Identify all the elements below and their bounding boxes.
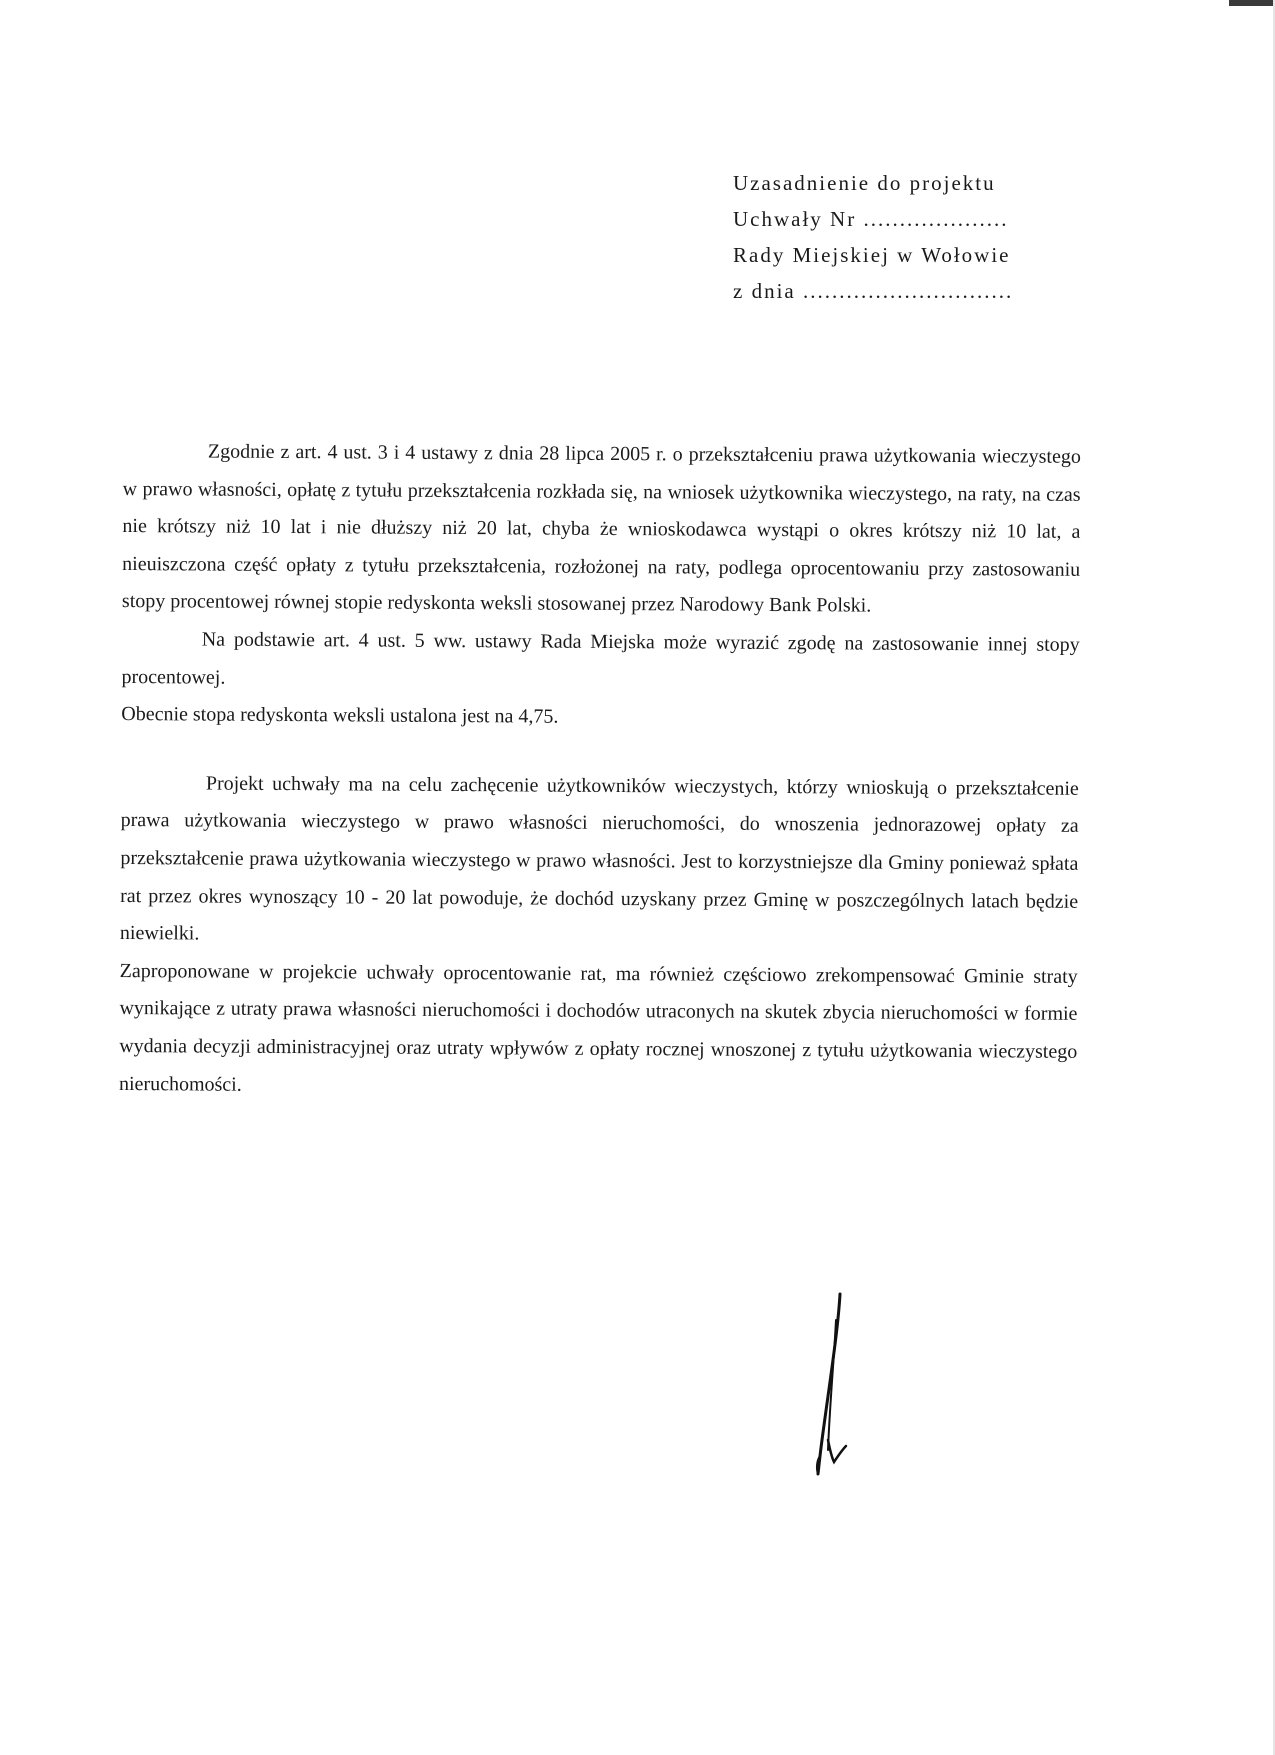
header-date: z dnia ............................. [733,279,1014,303]
scan-edge-mark [1229,0,1273,6]
paragraph-compensation: Zaproponowane w projekcie uchwały oprocentowanie rat, ma również częściowo zrekompensować Gminie straty wynikające z utraty prawa własności nieruchomości i dochodów utraconych na skutek zbycia nieruchomości w formie wydania decyzji administracyjnej oraz utraty wpływów z opłaty rocznej wnoszonej z tytułu użytkowania wieczystego nieruchomości. [118,959,1078,1096]
paragraph-purpose: Projekt uchwały ma na celu zachęcenie użytkowników wieczystych, którzy wnioskują o przekształcenie prawa użytkowania wieczystego w prawo własności nieruchomości, do wnoszenia jednorazowej opłaty za przekształcenie prawa użytkowania wieczystego w prawo własności. Jest to korzystniejsze dla Gminy ponieważ spłata rat przez okres wynoszący 10 - 20 lat powoduje, że dochód uzyskany przez Gminę w poszczególnych latach będzie niewielki. [119,772,1079,945]
paragraph-legal-basis: Zgodnie z art. 4 ust. 3 i 4 ustawy z dnia 28 lipca 2005 r. o przekształceniu prawa użytkowania wieczystego w prawo własności, opłatę z tytułu przekształcenia rozkłada się, na wniosek użytkownika wieczystego, na raty, na czas nie krótszy niż 10 lat i nie dłuższy niż 20 lat, chyba że wnioskodawca wystąpi o okres krótszy niż 10 lat, a nieuiszczona część opłaty z tytułu przekształcenia, rozłożonej na raty, podlega oprocentowaniu przy zastosowaniu stopy procentowej równej stopie redyskonta weksli stosowanej przez Narodowy Bank Polski. [121,440,1081,617]
handwritten-signature [800,1290,860,1480]
document-header [733,165,1093,309]
header-resolution-number: Uchwały Nr .................... [733,207,1009,231]
header-title: Uzasadnienie do projektu [733,171,996,195]
paragraph-current-rate: Obecnie stopa redyskonta weksli ustalona jest na 4,75. [121,703,559,728]
paragraph-council-consent: Na podstawie art. 4 ust. 5 ww. ustawy Rada Miejska może wyrazić zgodę na zastosowanie innej stopy procentowej. [121,628,1080,689]
document-body [119,433,1081,1109]
header-council: Rady Miejskiej w Wołowie [733,243,1011,267]
